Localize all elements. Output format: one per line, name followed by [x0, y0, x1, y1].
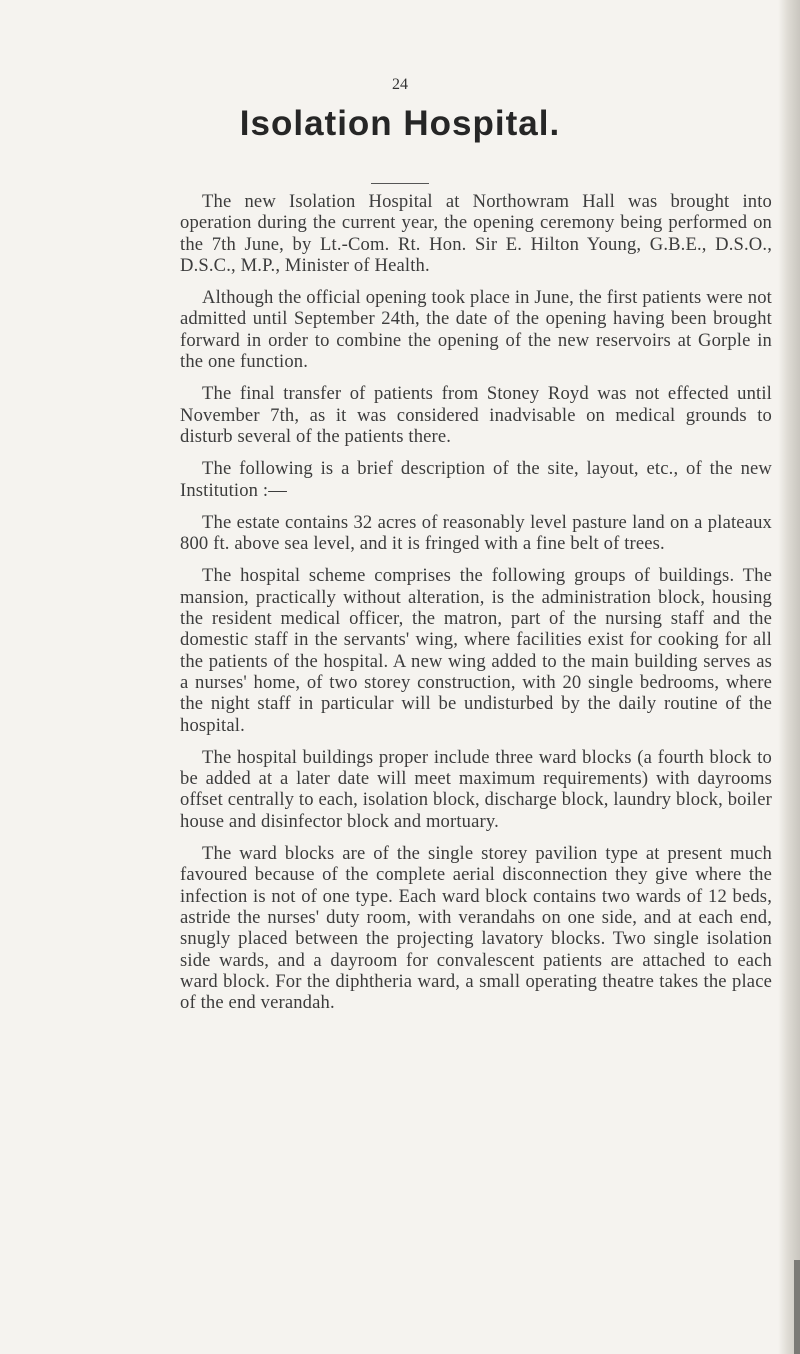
- body-text: [180, 191, 772, 1024]
- paragraph-estate: The estate contains 32 acres of reasonably level pasture land on a plateaux 800 ft. above sea level, and it is fringed with a fine belt of trees.: [180, 511, 772, 555]
- page-title: Isolation Hospital.: [239, 104, 561, 143]
- paragraph-scheme: The hospital scheme comprises the following groups of buildings. The mansion, practically without alteration, is the administration block, housing the resident medical officer, the matron, part of the nursing staff and the domestic staff in the servants' wing, where facilities exist for cooking for all the patients of the hospital. A new wing added to the main building serves as a nurses' home, of two storey construction, with 20 single bedrooms, where the night staff in particular will be undisturbed by the daily routine of the hospital.: [180, 565, 772, 736]
- page-edge-shadow: [778, 0, 800, 1354]
- paragraph-buildings: The hospital buildings proper include three ward blocks (a fourth block to be added at a later date will meet maximum requirements) with dayrooms offset centrally to each, isolation block, discharge block, laundry block, boiler house and disinfector block and mortuary.: [180, 746, 772, 832]
- paragraph-transfer: The final transfer of patients from Stoney Royd was not effected until November 7th, as it was considered inadvisable on medical grounds to disturb several of the patients there.: [180, 383, 772, 447]
- paragraph-opening: The new Isolation Hospital at Northowram Hall was brought into operation during the current year, the opening ceremony being performed on the 7th June, by Lt.-Com. Rt. Hon. Sir E. Hilton Young, G.B.E., D.S.O., D.S.C., M.P., Minister of Health.: [180, 191, 772, 276]
- paragraph-ward-blocks: The ward blocks are of the single storey pavilion type at present much favoured because of the complete aerial disconnection they give where the infection is not of one type. Each ward block contains two wards of 12 beds, astride the nurses' duty room, with verandahs on one side, and at each end, snugly placed between the projecting lavatory blocks. Two single isolation side wards, and a dayroom for convalescent patients are attached to each ward block. For the diphtheria ward, a small operating theatre takes the place of the end verandah.: [180, 843, 772, 1014]
- paragraph-description-intro: The following is a brief description of the site, layout, etc., of the new Institution :—: [180, 458, 772, 501]
- title-divider: [371, 183, 429, 184]
- paragraph-admission: Although the official opening took place in June, the first patients were not admitted until September 24th, the date of the opening having been brought forward in order to combine the opening of the new reservoirs at Gorple in the one function.: [180, 287, 772, 373]
- page-number: 24: [392, 76, 408, 93]
- page-edge-dark: [794, 1260, 800, 1354]
